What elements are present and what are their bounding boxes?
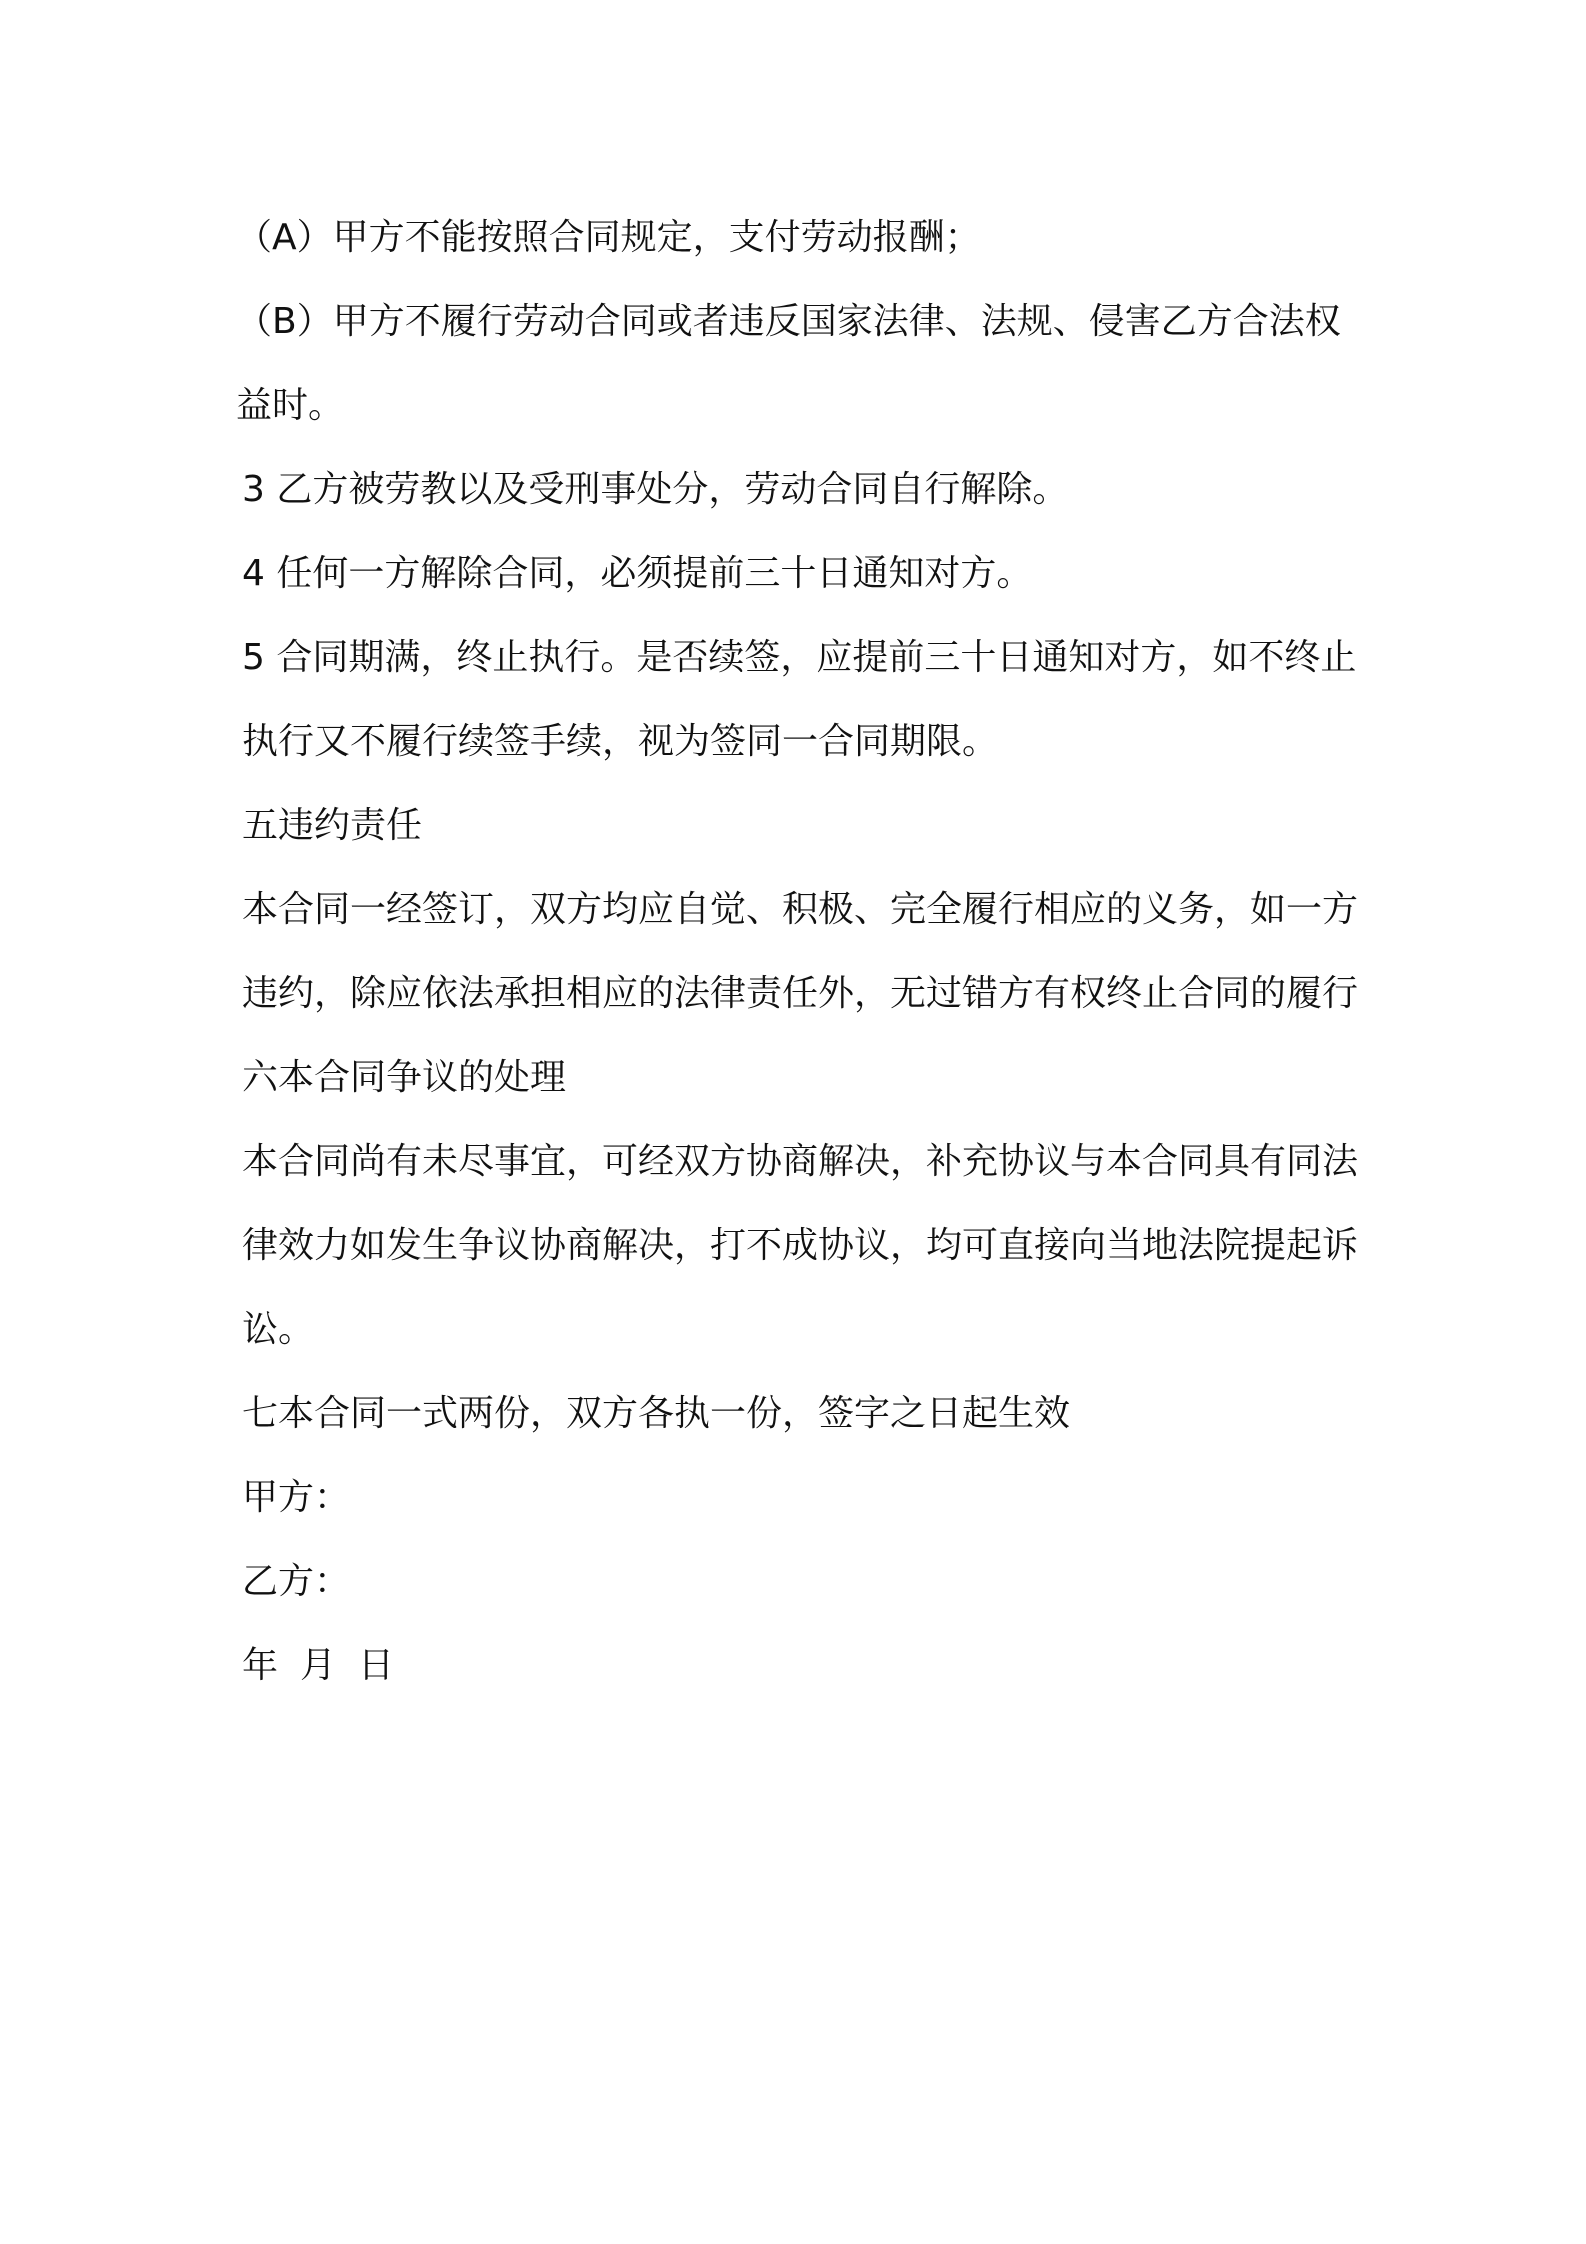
clause-3: 3 乙方被劳教以及受刑事处分，劳动合同自行解除。	[242, 469, 1069, 510]
clause-a: （A）甲方不能按照合同规定，支付劳动报酬；	[236, 217, 981, 258]
signature-party-a: 甲方：	[242, 1477, 351, 1518]
signature-date	[242, 1624, 1362, 1708]
clause-5: 5 合同期满，终止执行。是否续签，应提前三十日通知对方，如不终止执行又不履行续签手续，视为签同一合同期限。	[242, 637, 1357, 762]
clause-b	[236, 280, 1362, 448]
paragraph-breach: 本合同一经签订，双方均应自觉、积极、完全履行相应的义务，如一方违约，除应依法承担相应的法律责任外，无过错方有权终止合同的履行	[242, 889, 1359, 1014]
date-day: 日	[358, 1645, 395, 1686]
signature-party-b: 乙方：	[242, 1561, 351, 1602]
clause-b-text: （B）甲方不履行劳动合同或者违反国家法律、法规、侵害乙方合法权益时。	[236, 301, 1341, 426]
clause-4: 4 任何一方解除合同，必须提前三十日通知对方。	[242, 553, 1033, 594]
section-effective: 七本合同一式两份，双方各执一份，签字之日起生效	[242, 1393, 1071, 1434]
date-month: 月	[300, 1645, 337, 1686]
section-heading-dispute: 六本合同争议的处理	[242, 1057, 567, 1098]
paragraph-dispute: 本合同尚有未尽事宜，可经双方协商解决，补充协议与本合同具有同法律效力如发生争议协商解决，打不成协议，均可直接向当地法院提起诉讼。	[242, 1141, 1359, 1350]
document-body	[236, 196, 1362, 1708]
section-heading-breach: 五违约责任	[242, 805, 423, 846]
date-year: 年	[242, 1645, 279, 1686]
